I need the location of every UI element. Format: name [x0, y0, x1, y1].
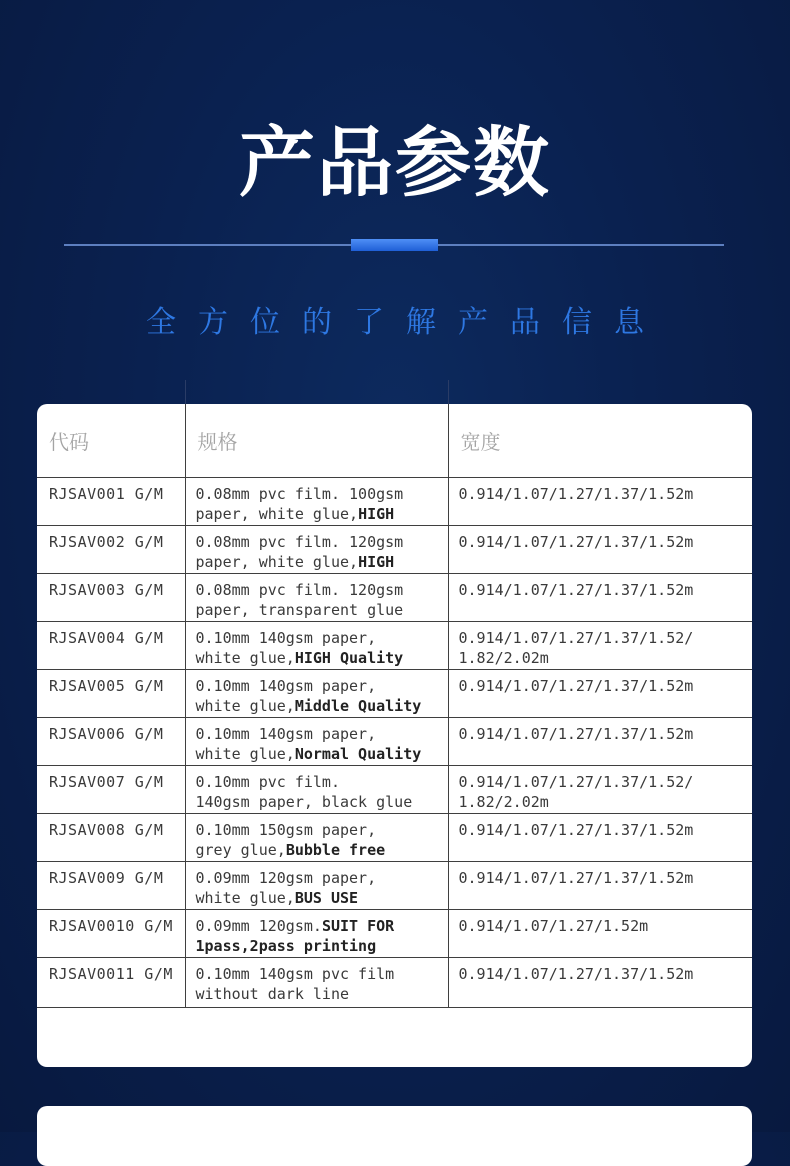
spec-line-1-text: 0.10mm 140gsm paper,: [195, 629, 377, 647]
spec-line-2-text: paper, transparent glue: [195, 601, 404, 619]
spec-line-2: [196, 936, 444, 956]
width-line-1: 0.914/1.07/1.27/1.37/1.52/: [458, 629, 694, 647]
spec-line-1-text: 0.08mm pvc film. 120gsm: [195, 533, 404, 551]
cell-spec: [185, 574, 448, 622]
cell-code: RJSAV002 G/M: [37, 526, 185, 574]
table-row: [37, 862, 752, 910]
spec-line-2: [196, 744, 444, 764]
spec-line-1-emphasis: SUIT FOR: [321, 917, 395, 935]
spec-line-2-text: paper, white glue,: [195, 553, 359, 571]
cell-spec: [185, 958, 448, 1008]
spec-line-2: [196, 696, 444, 716]
spec-line-2-emphasis: HIGH: [358, 553, 395, 571]
width-line-1: 0.914/1.07/1.27/1.37/1.52m: [458, 869, 694, 887]
table-header-row: [37, 404, 752, 478]
column-guide-left: [185, 380, 186, 406]
column-header-spec: 规格: [185, 404, 448, 478]
cell-spec: [185, 862, 448, 910]
next-section-card: [37, 1106, 752, 1166]
column-guide-right: [448, 380, 449, 406]
column-header-width: 宽度: [448, 404, 752, 478]
spec-line-1-text: 0.09mm 120gsm paper,: [195, 869, 377, 887]
spec-table-card: [37, 404, 752, 1067]
cell-spec: [185, 718, 448, 766]
width-line-1: 0.914/1.07/1.27/1.52m: [458, 917, 649, 935]
spec-line-1: [196, 580, 444, 600]
spec-line-1: [196, 724, 444, 744]
cell-code: RJSAV006 G/M: [37, 718, 185, 766]
spec-line-1: [196, 628, 444, 648]
cell-width: [448, 670, 752, 718]
spec-line-1: [196, 964, 444, 984]
table-row: [37, 958, 752, 1008]
width-line-1: 0.914/1.07/1.27/1.37/1.52m: [458, 677, 694, 695]
width-line-1: 0.914/1.07/1.27/1.37/1.52m: [458, 533, 694, 551]
spec-line-2: [196, 552, 444, 572]
spec-line-1-text: 0.10mm 140gsm paper,: [195, 677, 377, 695]
cell-code: RJSAV009 G/M: [37, 862, 185, 910]
table-row: [37, 814, 752, 862]
cell-code: RJSAV004 G/M: [37, 622, 185, 670]
cell-width: [448, 862, 752, 910]
cell-spec: [185, 478, 448, 526]
width-line-1: 0.914/1.07/1.27/1.37/1.52m: [458, 965, 694, 983]
cell-width: [448, 910, 752, 958]
table-row: [37, 478, 752, 526]
spec-line-1-text: 0.10mm 150gsm paper,: [195, 821, 377, 839]
spec-line-2-emphasis: HIGH: [358, 505, 395, 523]
table-row: [37, 910, 752, 958]
spec-table: [37, 404, 752, 1008]
cell-width: [448, 814, 752, 862]
spec-line-1: [196, 868, 444, 888]
cell-code: RJSAV0010 G/M: [37, 910, 185, 958]
spec-line-2-emphasis: HIGH Quality: [294, 649, 404, 667]
spec-line-2: [196, 984, 444, 1004]
spec-line-2-text: white glue,: [195, 697, 295, 715]
width-line-1: 0.914/1.07/1.27/1.37/1.52m: [458, 485, 694, 503]
spec-line-2: [196, 888, 444, 908]
spec-line-1-text: 0.10mm pvc film.: [195, 773, 340, 791]
table-row: [37, 766, 752, 814]
width-line-1: 0.914/1.07/1.27/1.37/1.52m: [458, 821, 694, 839]
title-divider-accent: [351, 239, 438, 251]
spec-line-2: [196, 504, 444, 524]
spec-line-2: [196, 648, 444, 668]
width-line-1: 0.914/1.07/1.27/1.37/1.52m: [458, 725, 694, 743]
spec-line-1-text: 0.10mm 140gsm pvc film: [195, 965, 395, 983]
table-row: [37, 622, 752, 670]
spec-line-2-text: white glue,: [195, 745, 295, 763]
spec-line-1: [196, 772, 444, 792]
cell-width: [448, 478, 752, 526]
spec-line-2-emphasis: 1pass,2pass printing: [195, 937, 377, 955]
spec-line-1: [196, 532, 444, 552]
table-row: [37, 574, 752, 622]
cell-width: [448, 622, 752, 670]
spec-line-1: [196, 484, 444, 504]
cell-code: RJSAV005 G/M: [37, 670, 185, 718]
spec-line-1-text: 0.08mm pvc film. 100gsm: [195, 485, 404, 503]
cell-code: RJSAV0011 G/M: [37, 958, 185, 1008]
spec-line-1: [196, 916, 444, 936]
spec-line-1: [196, 820, 444, 840]
table-row: [37, 670, 752, 718]
spec-line-2-text: 140gsm paper, black glue: [195, 793, 413, 811]
spec-line-1: [196, 676, 444, 696]
cell-width: [448, 958, 752, 1008]
spec-line-2: [196, 600, 444, 620]
column-header-code: 代码: [37, 404, 185, 478]
cell-spec: [185, 670, 448, 718]
cell-spec: [185, 766, 448, 814]
width-line-2: 1.82/2.02m: [458, 793, 549, 811]
spec-line-2-text: paper, white glue,: [195, 505, 359, 523]
cell-code: RJSAV003 G/M: [37, 574, 185, 622]
spec-line-2: [196, 792, 444, 812]
width-line-1: 0.914/1.07/1.27/1.37/1.52/: [458, 773, 694, 791]
spec-line-2-text: white glue,: [195, 889, 295, 907]
spec-line-1-text: 0.08mm pvc film. 120gsm: [195, 581, 404, 599]
cell-spec: [185, 910, 448, 958]
spec-line-2-emphasis: Normal Quality: [294, 745, 422, 763]
spec-line-2-emphasis: BUS USE: [294, 889, 359, 907]
page-title: 产品参数: [239, 118, 551, 207]
spec-line-1-text: 0.09mm 120gsm.: [195, 917, 322, 935]
spec-line-2-emphasis: Bubble free: [285, 841, 386, 859]
page-subtitle: 全方位的了解产品信息: [146, 305, 666, 340]
cell-spec: [185, 622, 448, 670]
cell-code: RJSAV001 G/M: [37, 478, 185, 526]
table-row: [37, 718, 752, 766]
cell-spec: [185, 526, 448, 574]
spec-line-2-text: without dark line: [195, 985, 350, 1003]
cell-width: [448, 766, 752, 814]
table-row: [37, 526, 752, 574]
spec-line-2-emphasis: Middle Quality: [294, 697, 422, 715]
spec-line-2: [196, 840, 444, 860]
cell-code: RJSAV007 G/M: [37, 766, 185, 814]
cell-width: [448, 718, 752, 766]
spec-line-2-text: white glue,: [195, 649, 295, 667]
cell-spec: [185, 814, 448, 862]
spec-line-1-text: 0.10mm 140gsm paper,: [195, 725, 377, 743]
width-line-1: 0.914/1.07/1.27/1.37/1.52m: [458, 581, 694, 599]
width-line-2: 1.82/2.02m: [458, 649, 549, 667]
spec-line-2-text: grey glue,: [195, 841, 286, 859]
cell-width: [448, 574, 752, 622]
cell-width: [448, 526, 752, 574]
cell-code: RJSAV008 G/M: [37, 814, 185, 862]
